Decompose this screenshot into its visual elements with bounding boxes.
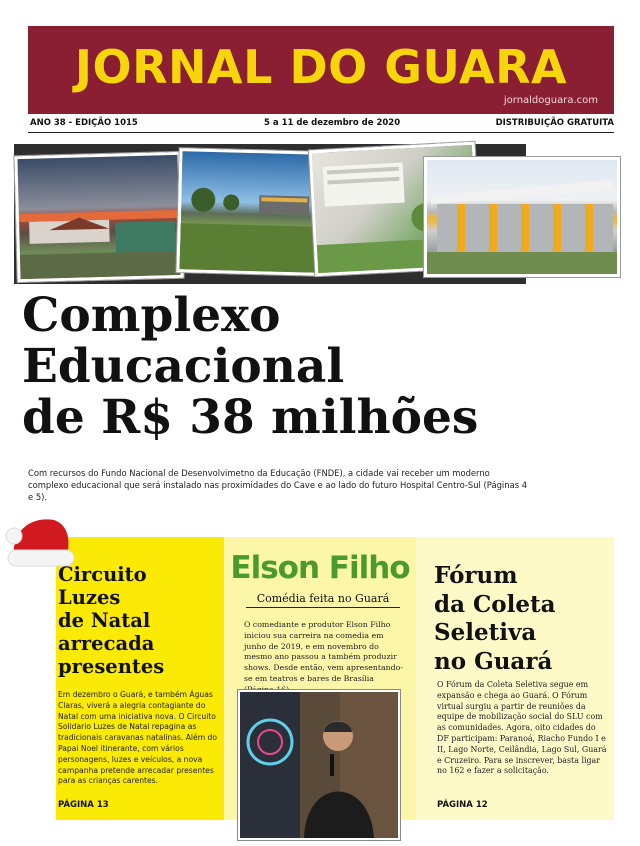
school-building-photo: [14, 152, 183, 282]
masthead: [28, 26, 614, 114]
site-area-photo: [176, 148, 325, 276]
headline-lede: Com recursos do Fundo Nacional de Desenvolvimetno da Educação (FNDE), a cidade vai receber um moderno complexo educacional que será instalado nas proximidades do Cave e ao lado do futuro Hospital Centro-Sul (Páginas 4 e 5).: [28, 468, 528, 502]
headline-line: Educacional: [22, 339, 345, 394]
natal-page-ref[interactable]: PÁGINA 13: [58, 800, 109, 810]
title-line: presentes: [58, 655, 165, 678]
building-render-photo: [424, 157, 620, 277]
elson-story-body: O comediante e produtor Elson Filho iniciou sua carreira na comedia em junho de 2019, e em novembro do mesmo ano passou a também produzir shows. Desde então, vem apresentando-se em teatros e bares de Brasília: [244, 620, 403, 683]
title-line: Seletiva: [434, 619, 537, 646]
forum-story-body: O Fórum da Coleta Seletiva segue em expansão e chega ao Guará. O Fórum virtual surgiu a partir de reuniões da equipe de mobilização social do SLU com as comunidades. Agora, oito cidades do DF participam: Paranoá, Riacho Fundo I e II, Lago Norte, Ceilândia, Lago Sul, Guará e Cruzeiro. Para se inscrever, basta ligar no 162 e fazer a solicitação.: [437, 680, 607, 776]
title-line: da Coleta: [434, 590, 556, 618]
edition-info-bar: [28, 114, 614, 133]
headline-line: Complexo: [22, 288, 281, 343]
headline-line: de R$ 38 milhões: [22, 390, 479, 445]
comedian-photo: [238, 690, 400, 840]
website-link[interactable]: jornaldoguara.com: [503, 95, 598, 106]
distribution-note: DISTRIBUIÇÃO GRATUITA: [495, 118, 614, 128]
elson-story-subtitle: Comédia feita no Guará: [246, 592, 400, 608]
forum-page-ref[interactable]: PÁGINA 12: [437, 800, 488, 810]
main-headline: [22, 290, 542, 443]
title-line: Luzes: [58, 586, 121, 609]
edition-number: ANO 38 - EDIÇÃO 1015: [30, 118, 138, 128]
forum-story-title[interactable]: [434, 562, 610, 676]
title-line: arrecada: [58, 632, 155, 655]
elson-story-title[interactable]: Elson Filho: [230, 550, 410, 586]
title-line: no Guará: [434, 647, 553, 675]
natal-story-title[interactable]: [58, 563, 222, 678]
title-line: Circuito: [58, 563, 147, 586]
natal-story-body: Em dezembro o Guará, e também Águas Claras, viverá a alegria contagiante do Natal com uma iniciativa nova. O Circuito Solidario Luzes de Natal repagina as tradicionais caravanas natalinas. Além do Papai Noel itinerante, com vários personagens, luzes e veículos, a nova campanha pretende arrecadar presentes para as crianças carentes.: [58, 690, 217, 786]
newspaper-title: JORNAL DO GUARA: [74, 40, 568, 94]
edition-date: 5 a 11 de dezembro de 2020: [264, 118, 401, 128]
title-line: de Natal: [58, 609, 151, 632]
title-line: Fórum: [434, 562, 518, 589]
